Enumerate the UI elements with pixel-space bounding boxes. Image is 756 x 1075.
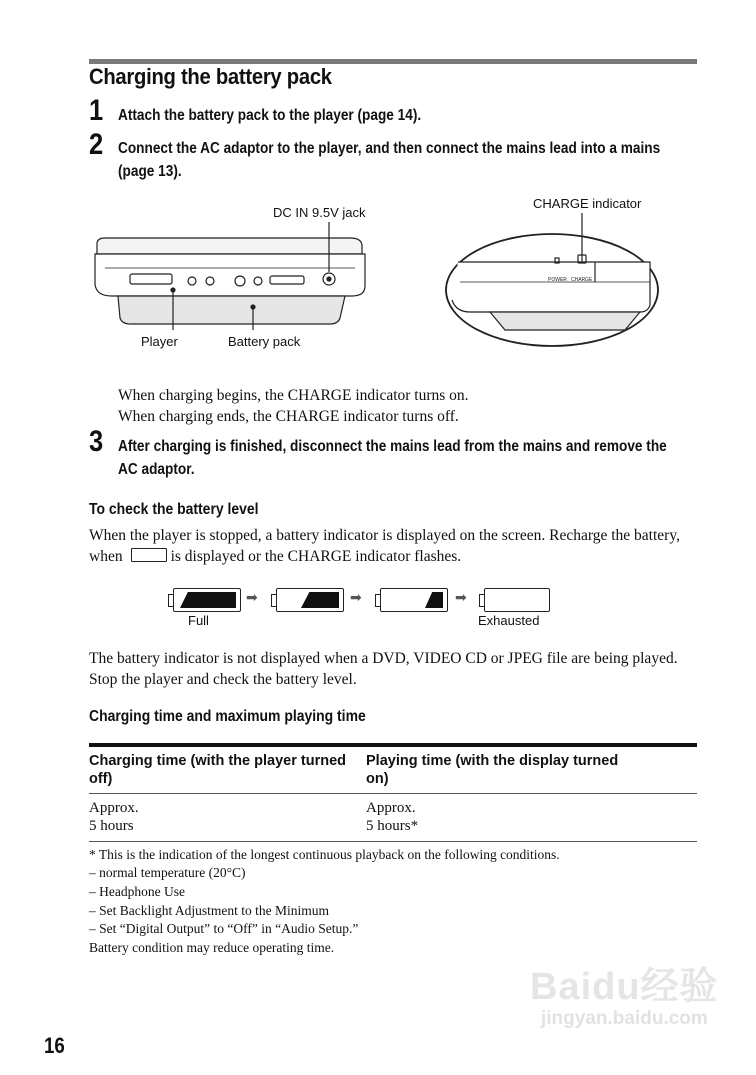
table-bottom-rule bbox=[89, 841, 697, 842]
battery-exhausted-icon bbox=[484, 588, 550, 612]
footnote-headphone: – Headphone Use bbox=[89, 884, 185, 899]
step-1-number: 1 bbox=[89, 94, 104, 127]
charging-note-end: When charging ends, the CHARGE indicator turns off. bbox=[118, 408, 459, 425]
battery-level-text-after: is displayed or the CHARGE indicator flashes. bbox=[170, 548, 462, 565]
battery-exhausted-label: Exhausted bbox=[478, 613, 540, 628]
arrow-right-icon: ➡ bbox=[455, 591, 467, 606]
footnote-digital-output: – Set “Digital Output” to “Off” in “Audio Setup.” bbox=[89, 921, 359, 936]
watermark-url: jingyan.baidu.com bbox=[541, 1008, 708, 1029]
footnote-temperature: – normal temperature (20°C) bbox=[89, 865, 246, 880]
battery-level-description bbox=[89, 525, 699, 567]
table-cell-playing-approx: Approx. bbox=[366, 800, 416, 816]
battery-full-icon bbox=[173, 588, 241, 612]
battery-one-third-icon bbox=[380, 588, 448, 612]
step-3-number: 3 bbox=[89, 425, 104, 458]
footnote-backlight: – Set Backlight Adjustment to the Minimum bbox=[89, 903, 329, 918]
step-2-number: 2 bbox=[89, 128, 104, 161]
step-3-text: After charging is finished, disconnect the mains lead from the mains and remove the AC adaptor. bbox=[118, 438, 667, 478]
arrow-right-icon: ➡ bbox=[246, 591, 258, 606]
section-title: Charging the battery pack bbox=[89, 64, 332, 89]
footnote-battery-condition: Battery condition may reduce operating time. bbox=[89, 940, 335, 955]
battery-two-thirds-icon bbox=[276, 588, 344, 612]
player-illustration bbox=[0, 0, 756, 380]
table-header-charging-time: Charging time (with the player turned off) bbox=[89, 753, 346, 787]
table-header-rule bbox=[89, 793, 697, 794]
table-top-rule bbox=[89, 743, 697, 747]
watermark-logo: Baidu经验 bbox=[530, 966, 719, 1008]
player-label: Player bbox=[141, 334, 178, 349]
table-cell-charging-hours: 5 hours bbox=[89, 818, 134, 834]
power-mark-text: POWER bbox=[548, 277, 567, 283]
charge-indicator-label: CHARGE indicator bbox=[533, 196, 642, 211]
step-2-text: Connect the AC adaptor to the player, and then connect the mains lead into a mains (page 13). bbox=[118, 140, 661, 180]
table-cell-playing-hours: 5 hours* bbox=[366, 818, 419, 834]
battery-pack-label: Battery pack bbox=[228, 334, 301, 349]
empty-battery-icon bbox=[131, 548, 167, 562]
battery-indicator-note: The battery indicator is not displayed when a DVD, VIDEO CD or JPEG file are being played. Stop the player and check the battery level. bbox=[89, 650, 678, 688]
charge-mark-text: CHARGE bbox=[571, 277, 593, 283]
battery-level-text-before: When the player is stopped, a battery indicator is displayed on the screen. Recharge the battery, when bbox=[89, 527, 680, 565]
table-cell-charging-approx: Approx. bbox=[89, 800, 139, 816]
battery-full-label: Full bbox=[188, 613, 209, 628]
page-number: 16 bbox=[44, 1033, 65, 1058]
arrow-right-icon: ➡ bbox=[350, 591, 362, 606]
step-1-text: Attach the battery pack to the player (page 14). bbox=[118, 107, 422, 124]
battery-level-heading: To check the battery level bbox=[89, 501, 259, 518]
charging-note-begin: When charging begins, the CHARGE indicator turns on. bbox=[118, 387, 469, 404]
charging-table-heading: Charging time and maximum playing time bbox=[89, 708, 366, 725]
table-header-playing-time: Playing time (with the display turned on) bbox=[366, 753, 619, 787]
footnote-asterisk: * This is the indication of the longest continuous playback on the following conditions. bbox=[89, 847, 560, 862]
dc-in-jack-label: DC IN 9.5V jack bbox=[273, 205, 366, 220]
